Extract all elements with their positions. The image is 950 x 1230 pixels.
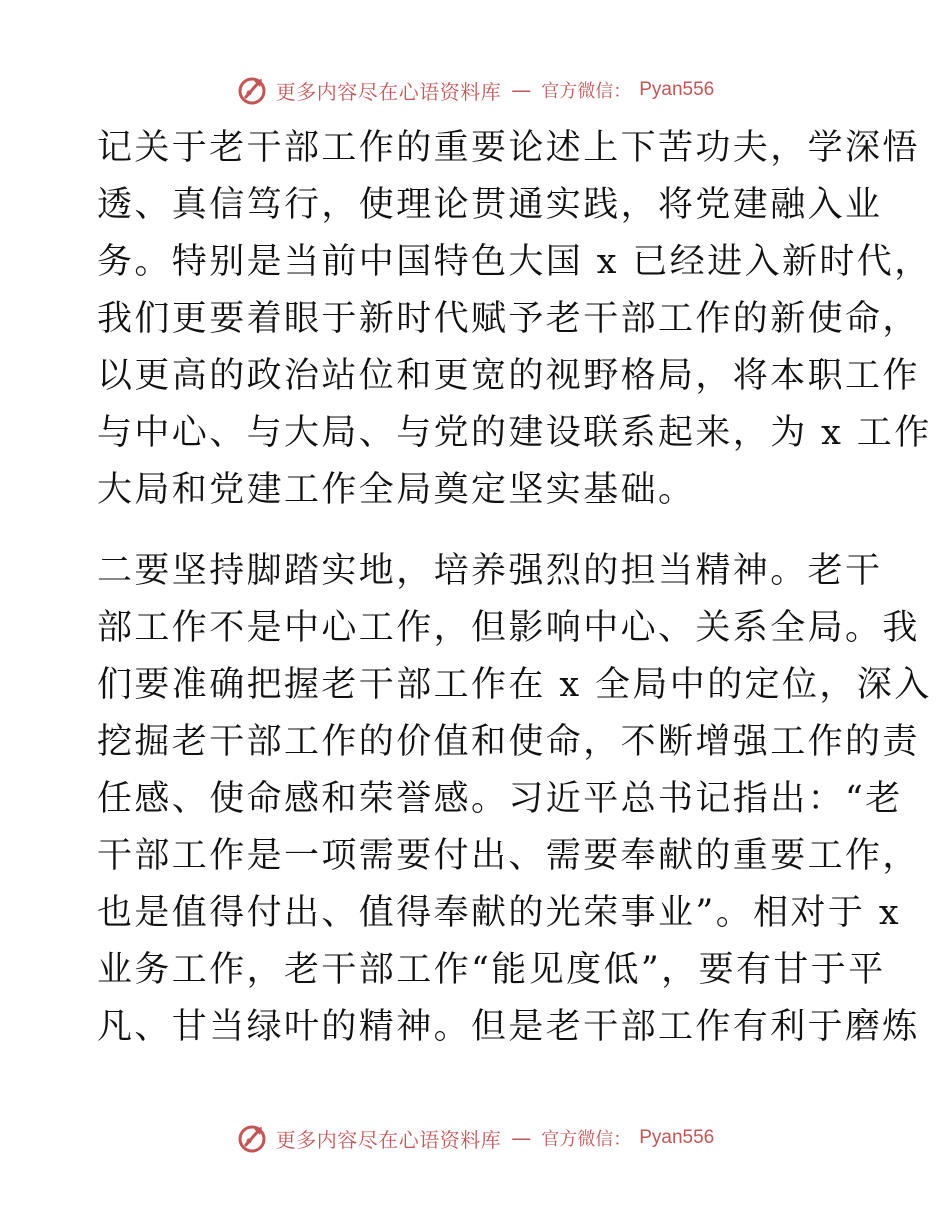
header-dash: —	[511, 78, 532, 102]
text-line: 干部工作是一项需要付出、需要奉献的重要工作，	[97, 836, 920, 876]
text-line: 们要准确把握老干部工作在 x 全局中的定位，深入	[97, 665, 932, 705]
text-line: 凡、甘当绿叶的精神。但是老干部工作有利于磨炼	[97, 1007, 920, 1047]
paragraph	[97, 543, 932, 1056]
text-line: 透、真信笃行，使理论贯通实践，将党建融入业	[97, 185, 883, 225]
text-line: 以更高的政治站位和更宽的视野格局，将本职工作	[97, 356, 920, 396]
footer-wechat-label: 官方微信：	[541, 1129, 632, 1150]
text-line: 业务工作，老干部工作“能见度低”，要有甘于平	[97, 950, 886, 990]
paragraph	[97, 120, 932, 519]
text-line: 与中心、与大局、与党的建设联系起来，为 x 工作	[97, 413, 932, 453]
header-wechat-label: 官方微信：	[541, 81, 632, 102]
header-wechat-id: Pyan556	[639, 79, 715, 100]
text-line: 二要坚持脚踏实地，培养强烈的担当精神。老干	[97, 551, 883, 591]
footer-dash: —	[511, 1126, 532, 1150]
page-header	[0, 72, 950, 108]
brand-logo-icon	[236, 74, 268, 106]
paragraph-gap	[97, 519, 857, 543]
footer-brand-text: 更多内容尽在心语资料库	[275, 1127, 502, 1152]
text-line: 任感、使命感和荣誉感。习近平总书记指出：“老	[97, 779, 903, 819]
page-footer	[0, 1120, 950, 1156]
text-line: 也是值得付出、值得奉献的光荣事业”。相对于 x	[97, 893, 901, 933]
text-line: 记关于老干部工作的重要论述上下苦功夫，学深悟	[97, 128, 920, 168]
text-line: 我们更要着眼于新时代赋予老干部工作的新使命，	[97, 299, 920, 339]
brand-logo-icon	[236, 1122, 268, 1154]
header-brand-text: 更多内容尽在心语资料库	[275, 79, 502, 104]
text-line: 大局和党建工作全局奠定坚实基础。	[97, 470, 696, 510]
footer-wechat-id: Pyan556	[639, 1127, 715, 1148]
text-line: 部工作不是中心工作，但影响中心、关系全局。我	[97, 608, 920, 648]
document-body	[97, 120, 932, 1056]
text-line: 挖掘老干部工作的价值和使命，不断增强工作的责	[97, 722, 920, 762]
text-line: 务。特别是当前中国特色大国 x 已经进入新时代，	[97, 242, 932, 282]
